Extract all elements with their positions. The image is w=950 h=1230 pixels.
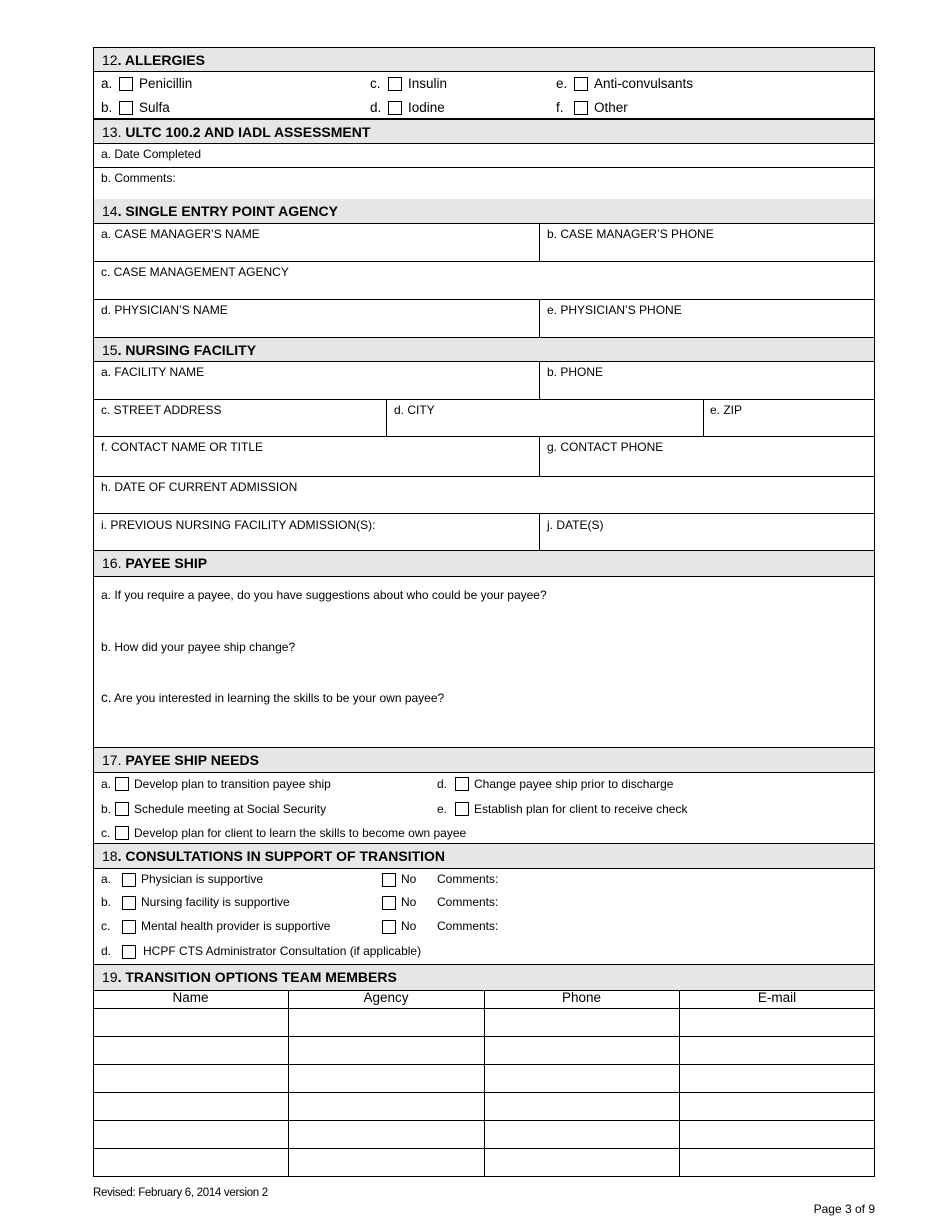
- section-number: 13.: [102, 124, 126, 140]
- mental-health-no-checkbox[interactable]: [382, 920, 396, 934]
- consult-letter-c: c.: [101, 919, 111, 933]
- section-title: . NURSING FACILITY: [117, 342, 257, 358]
- sep-agency-header: [93, 199, 875, 224]
- section-title: . SINGLE ENTRY POINT AGENCY: [117, 203, 338, 219]
- physician-phone-field[interactable]: e. PHYSICIAN’S PHONE: [547, 303, 682, 317]
- nursing-facility-header: [93, 337, 875, 362]
- allergy-letter-b: b.: [101, 100, 113, 115]
- divider: [93, 436, 875, 437]
- table-row[interactable]: [93, 1120, 875, 1121]
- hcpf-consultation-label: HCPF CTS Administrator Consultation (if applicable): [143, 944, 422, 958]
- table-row[interactable]: [93, 1092, 875, 1093]
- section-title: . TRANSITION OPTIONS TEAM MEMBERS: [117, 969, 397, 985]
- divider: [93, 476, 875, 477]
- penicillin-label: Penicillin: [139, 76, 193, 91]
- consult-letter-d: d.: [101, 944, 112, 958]
- no-label: No: [401, 895, 417, 909]
- table-row[interactable]: [93, 1036, 875, 1037]
- divider: [703, 399, 704, 436]
- allergy-letter-d: d.: [370, 100, 382, 115]
- section-number: 17.: [102, 752, 126, 768]
- divider: [539, 223, 540, 261]
- allergies-header: [93, 47, 875, 72]
- physician-supportive-checkbox[interactable]: [122, 873, 136, 887]
- mental-health-comments-field[interactable]: Comments:: [437, 919, 499, 933]
- allergy-letter-c: c.: [370, 76, 381, 91]
- facility-phone-field[interactable]: b. PHONE: [547, 365, 604, 379]
- penicillin-checkbox[interactable]: [119, 77, 133, 91]
- iodine-label: Iodine: [408, 100, 445, 115]
- section-number: 15: [102, 342, 118, 358]
- divider: [539, 513, 540, 551]
- column-header-phone: Phone: [561, 990, 602, 1005]
- case-management-agency-field[interactable]: c. CASE MANAGEMENT AGENCY: [101, 265, 289, 279]
- section-number: 16.: [102, 555, 126, 571]
- mental-health-supportive-label: Mental health provider is supportive: [141, 919, 331, 933]
- social-security-checkbox[interactable]: [115, 802, 129, 816]
- section-title: PAYEE SHIP: [125, 555, 208, 571]
- insulin-label: Insulin: [408, 76, 448, 91]
- page-number: Page 3 of 9: [813, 1202, 875, 1216]
- facility-comments-field[interactable]: Comments:: [437, 895, 499, 909]
- payee-ship-header: [93, 551, 875, 577]
- facility-no-checkbox[interactable]: [382, 896, 396, 910]
- consult-letter-a: a.: [101, 872, 112, 886]
- team-members-header: [93, 964, 875, 991]
- divider: [93, 261, 875, 262]
- table-row[interactable]: [93, 1008, 875, 1009]
- column-header-email: E-mail: [757, 990, 797, 1005]
- needs-letter-d: d.: [437, 777, 448, 791]
- city-field[interactable]: d. CITY: [394, 403, 435, 417]
- physician-name-field[interactable]: d. PHYSICIAN’S NAME: [101, 303, 228, 317]
- payee-change-question: b. How did your payee ship change?: [101, 640, 296, 654]
- change-payee-checkbox[interactable]: [455, 777, 469, 791]
- sulfa-checkbox[interactable]: [119, 101, 133, 115]
- divider: [539, 361, 540, 399]
- anticonvulsants-checkbox[interactable]: [574, 77, 588, 91]
- mental-health-supportive-checkbox[interactable]: [122, 920, 136, 934]
- payee-ship-needs-header: [93, 747, 875, 773]
- no-label: No: [401, 919, 417, 933]
- receive-check-checkbox[interactable]: [455, 802, 469, 816]
- table-row[interactable]: [93, 1064, 875, 1065]
- facility-name-field[interactable]: a. FACILITY NAME: [101, 365, 205, 379]
- section-number: 12: [102, 52, 118, 68]
- physician-comments-field[interactable]: Comments:: [437, 872, 499, 886]
- section-number: 14: [102, 203, 118, 219]
- transition-payee-checkbox[interactable]: [115, 777, 129, 791]
- date-completed-field[interactable]: a. Date Completed: [101, 147, 202, 161]
- divider: [386, 399, 387, 436]
- physician-supportive-label: Physician is supportive: [141, 872, 264, 886]
- section-number: 18: [102, 848, 118, 864]
- insulin-checkbox[interactable]: [388, 77, 402, 91]
- section-title: . CONSULTATIONS IN SUPPORT OF TRANSITION: [117, 848, 446, 864]
- ultc-comments-field[interactable]: b. Comments:: [101, 171, 176, 185]
- section-title: ULTC 100.2 AND IADL ASSESSMENT: [125, 124, 371, 140]
- divider: [539, 436, 540, 476]
- contact-phone-field[interactable]: g. CONTACT PHONE: [547, 440, 664, 454]
- needs-letter-c: c.: [101, 826, 111, 840]
- table-row[interactable]: [93, 1148, 875, 1149]
- payee-question-c-letter: c.: [101, 690, 112, 705]
- other-allergy-checkbox[interactable]: [574, 101, 588, 115]
- needs-letter-a: a.: [101, 777, 112, 791]
- divider: [539, 299, 540, 337]
- facility-supportive-checkbox[interactable]: [122, 896, 136, 910]
- revision-note: Revised: February 6, 2014 version 2: [93, 1187, 268, 1199]
- column-header-name: Name: [172, 990, 209, 1005]
- physician-no-checkbox[interactable]: [382, 873, 396, 887]
- contact-name-field[interactable]: f. CONTACT NAME OR TITLE: [101, 440, 264, 454]
- own-payee-skills-checkbox[interactable]: [115, 826, 129, 840]
- zip-field[interactable]: e. ZIP: [710, 403, 743, 417]
- transition-payee-label: Develop plan to transition payee ship: [134, 777, 331, 791]
- iodine-checkbox[interactable]: [388, 101, 402, 115]
- divider: [93, 399, 875, 400]
- column-header-agency: Agency: [363, 990, 409, 1005]
- payee-suggestions-question: a. If you require a payee, do you have suggestions about who could be your payee?: [101, 588, 547, 602]
- allergy-letter-a: a.: [101, 76, 113, 91]
- receive-check-label: Establish plan for client to receive check: [474, 802, 688, 816]
- section-title: PAYEE SHIP NEEDS: [125, 752, 259, 768]
- needs-letter-b: b.: [101, 802, 112, 816]
- consultations-header: [93, 843, 875, 869]
- divider: [93, 299, 875, 300]
- hcpf-consultation-checkbox[interactable]: [122, 945, 136, 959]
- own-payee-question: Are you interested in learning the skills to be your own payee?: [114, 691, 445, 705]
- divider: [93, 513, 875, 514]
- sulfa-label: Sulfa: [139, 100, 170, 115]
- allergy-letter-e: e.: [556, 76, 568, 91]
- section-title: . ALLERGIES: [117, 52, 205, 68]
- case-manager-name-field[interactable]: a. CASE MANAGER’S NAME: [101, 227, 260, 241]
- social-security-label: Schedule meeting at Social Security: [134, 802, 327, 816]
- change-payee-label: Change payee ship prior to discharge: [474, 777, 674, 791]
- facility-supportive-label: Nursing facility is supportive: [141, 895, 290, 909]
- previous-admissions-field[interactable]: i. PREVIOUS NURSING FACILITY ADMISSION(S):: [101, 518, 376, 532]
- divider: [93, 167, 875, 168]
- section-number: 19: [102, 969, 118, 985]
- date-of-current-admission-field[interactable]: h. DATE OF CURRENT ADMISSION: [101, 480, 298, 494]
- own-payee-skills-label: Develop plan for client to learn the skills to become own payee: [134, 826, 467, 840]
- consult-letter-b: b.: [101, 895, 112, 909]
- ultc-header: [93, 119, 875, 144]
- other-allergy-label: Other: [594, 100, 628, 115]
- no-label: No: [401, 872, 417, 886]
- allergy-letter-f: f.: [556, 100, 564, 115]
- needs-letter-e: e.: [437, 802, 448, 816]
- admission-dates-field[interactable]: j. DATE(S): [547, 518, 604, 532]
- street-address-field[interactable]: c. STREET ADDRESS: [101, 403, 222, 417]
- anticonvulsants-label: Anti-convulsants: [594, 76, 694, 91]
- case-manager-phone-field[interactable]: b. CASE MANAGER’S PHONE: [547, 227, 714, 241]
